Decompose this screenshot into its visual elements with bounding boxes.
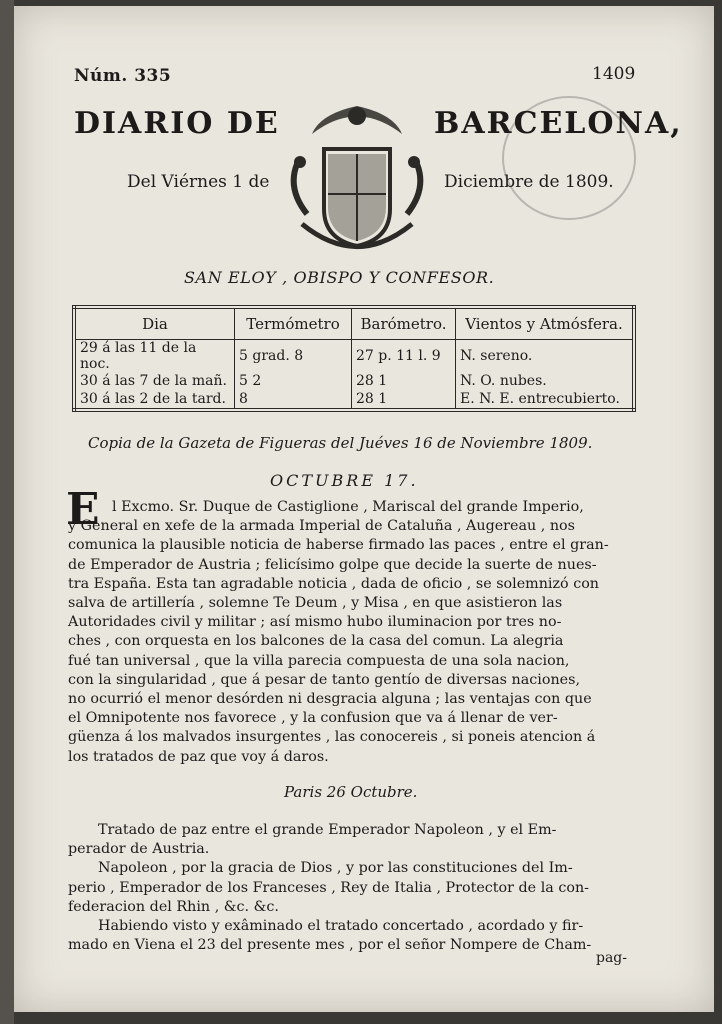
- text-line: salva de artillería , solemne Te Deum , y Misa , en que asistieron las: [68, 595, 563, 612]
- text-line: de Emperador de Austria ; felicísimo golpe que decide la suerte de nues-: [68, 556, 597, 573]
- text-line: l Excmo. Sr. Duque de Castiglione , Mariscal del grande Imperio,: [112, 499, 584, 515]
- text-line: no ocurrió el menor desórden ni desgracia alguna ; las ventajas con que: [68, 691, 592, 708]
- article-paragraph-1: [68, 498, 636, 767]
- date-line-left: Del Viérnes 1 de: [127, 172, 270, 192]
- book-gutter: [0, 0, 14, 1024]
- cell-dia: 30 á las 7 de la mañ.: [80, 373, 227, 389]
- cell-vientos: N. O. nubes.: [456, 372, 635, 390]
- article-paragraph-2: [68, 821, 636, 955]
- drop-cap: E: [66, 484, 100, 535]
- text-line: los tratados de paz que voy á daros.: [68, 748, 329, 765]
- weather-table: [72, 305, 636, 412]
- table-row: [74, 340, 634, 373]
- newspaper-page: [14, 6, 714, 1012]
- text-line: perador de Austria.: [68, 841, 210, 858]
- text-line: mado en Viena el 23 del presente mes , por el señor Nompere de Cham-: [68, 937, 592, 954]
- masthead-title-left: DIARIO DE: [74, 106, 280, 141]
- issue-number: Núm. 335: [74, 66, 172, 86]
- text-line: güenza á los malvados insurgentes , las conocereis , si poneis atencion á: [68, 729, 596, 746]
- text-line: Habiendo visto y exâminado el tratado concertado , acordado y fir-: [98, 918, 584, 935]
- text-line: tra España. Esta tan agradable noticia , dada de oficio , se solemnizó con: [68, 575, 600, 592]
- cell-termometro: 5 2: [235, 372, 352, 390]
- table-row: [74, 372, 634, 390]
- text-line: ches , con orquesta en los balcones de la casa del comun. La alegria: [68, 633, 564, 650]
- header-barometro: Barómetro.: [352, 307, 456, 340]
- text-line: Tratado de paz entre el grande Emperador Napoleon , y el Em-: [98, 822, 557, 838]
- table-row: [74, 390, 634, 410]
- text-line: Autoridades civil y militar ; así mismo hubo iluminacion por tres no-: [68, 614, 562, 631]
- cell-dia: 29 á las 11 de la noc.: [80, 340, 197, 372]
- cell-termometro: 8: [235, 390, 352, 410]
- text-line: fué tan universal , que la villa parecia compuesta de una sola nacion,: [68, 652, 570, 669]
- source-line: Copia de la Gazeta de Figueras del Juéves 16 de Noviembre 1809.: [88, 434, 593, 452]
- saint-of-the-day: SAN ELOY , OBISPO Y CONFESOR.: [184, 268, 495, 287]
- text-line: y General en xefe de la armada Imperial de Cataluña , Augereau , nos: [68, 518, 575, 535]
- text-line: con la singularidad , que á pesar de tanto gentío de diversas naciones,: [68, 671, 581, 688]
- date-line-right: Diciembre de 1809.: [444, 172, 614, 192]
- cell-termometro: 5 grad. 8: [235, 340, 352, 373]
- text-line: perio , Emperador de los Franceses , Rey de Italia , Protector de la con-: [68, 879, 589, 896]
- cell-barometro: 27 p. 11 l. 9: [352, 340, 456, 373]
- cell-barometro: 28 1: [352, 390, 456, 410]
- text-line: el Omnipotente nos favorece , y la confusion que va á llenar de ver-: [68, 710, 558, 727]
- cell-vientos: N. sereno.: [456, 340, 635, 373]
- dateline-paris: Paris 26 Octubre.: [284, 783, 418, 801]
- text-line: comunica la plausible noticia de haberse firmado las paces , entre el gran-: [68, 537, 609, 554]
- catchword: pag-: [596, 950, 628, 966]
- header-vientos: Vientos y Atmósfera.: [456, 307, 635, 340]
- page-number: 1409: [592, 64, 636, 84]
- header-termometro: Termómetro: [235, 307, 352, 340]
- cell-barometro: 28 1: [352, 372, 456, 390]
- text-line: federacion del Rhin , &c. &c.: [68, 898, 279, 915]
- dateline-octubre: OCTUBRE 17.: [270, 471, 419, 490]
- masthead-title-right: BARCELONA,: [434, 106, 683, 141]
- library-stamp: [502, 96, 636, 220]
- cell-vientos: E. N. E. entrecubierto.: [456, 390, 635, 410]
- cell-dia: 30 á las 2 de la tard.: [80, 391, 226, 407]
- weather-table-header-row: [74, 307, 634, 340]
- text-line: Napoleon , por la gracia de Dios , y por las constituciones del Im-: [98, 860, 573, 877]
- coat-of-arms-icon: [282, 94, 432, 254]
- header-dia: Dia: [74, 307, 235, 340]
